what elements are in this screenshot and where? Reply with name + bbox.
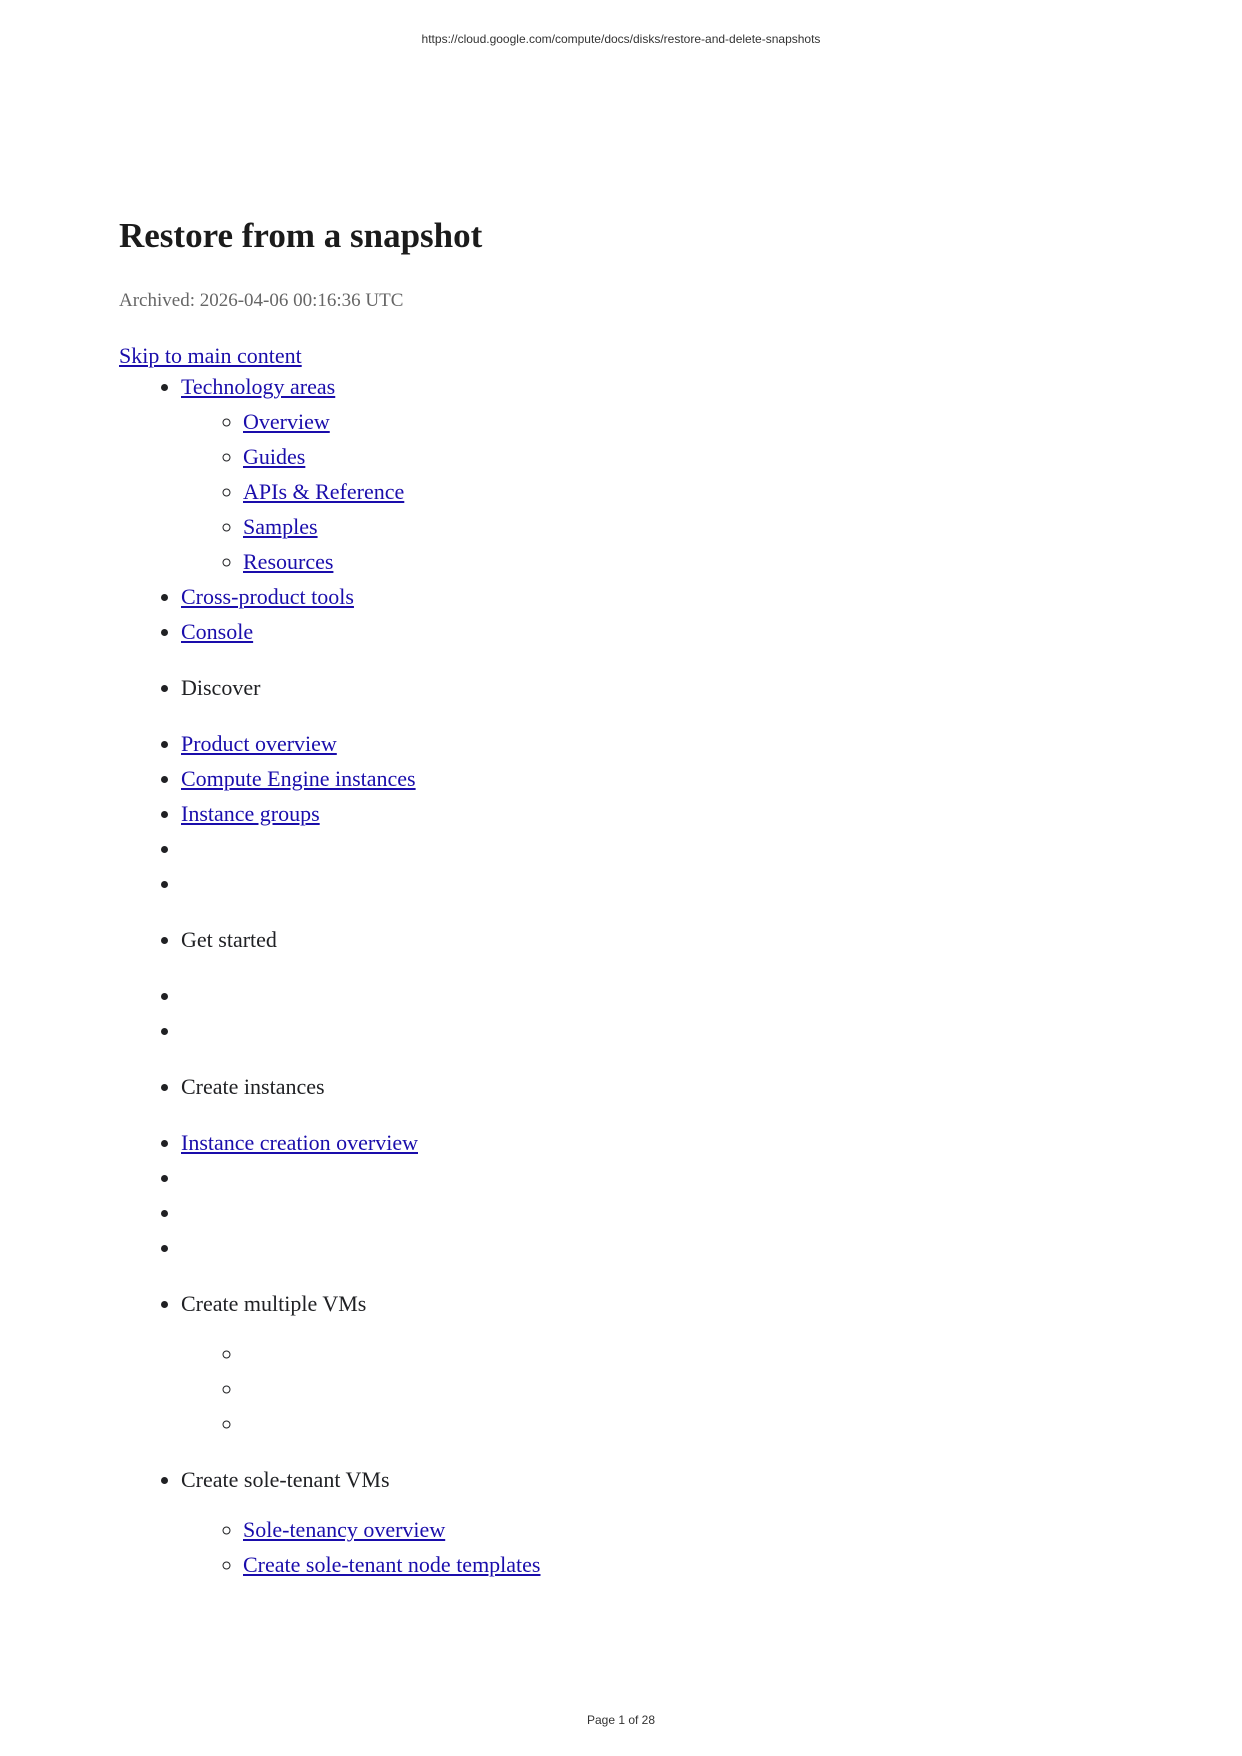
create-multiple-vms-sublist — [181, 1336, 1119, 1441]
create-instances-list — [119, 1125, 1119, 1265]
empty-list-item — [181, 1230, 1119, 1265]
empty-list-item — [243, 1371, 1119, 1406]
discover-heading: • Discover — [181, 670, 1119, 705]
list-item — [243, 509, 1119, 544]
discover-heading-list — [119, 670, 1119, 705]
list-item — [181, 1125, 1119, 1160]
list-item — [181, 579, 1119, 614]
empty-list-item — [181, 831, 1119, 866]
technology-areas-sublist — [181, 404, 1119, 579]
list-item — [243, 404, 1119, 439]
skip-link-container — [119, 343, 1119, 369]
create-multiple-vms-label: Create multiple VMs — [181, 1291, 367, 1316]
compute-engine-instances-link[interactable]: Compute Engine instances — [181, 766, 416, 791]
list-item — [243, 1512, 1119, 1547]
empty-list-item — [243, 1406, 1119, 1441]
list-item — [181, 614, 1119, 649]
create-sole-tenant-vms-list — [119, 1462, 1119, 1582]
empty-list-item — [181, 1160, 1119, 1195]
create-sole-tenant-vms-label: Create sole-tenant VMs — [181, 1467, 390, 1492]
document-body — [119, 214, 1119, 1582]
list-item — [181, 369, 1119, 579]
list-item — [243, 439, 1119, 474]
empty-list-item — [243, 1336, 1119, 1371]
top-nav-list — [119, 369, 1119, 649]
empty-list-item — [181, 866, 1119, 901]
instance-creation-overview-link[interactable]: Instance creation overview — [181, 1130, 418, 1155]
list-item — [243, 474, 1119, 509]
sole-tenancy-overview-link[interactable]: Sole-tenancy overview — [243, 1517, 446, 1542]
create-sole-tenant-node-templates-link[interactable]: Create sole-tenant node templates — [243, 1552, 541, 1577]
page-url: https://cloud.google.com/compute/docs/disks/restore-and-delete-snapshots — [421, 32, 821, 46]
cross-product-tools-link[interactable]: Cross-product tools — [181, 584, 354, 609]
get-started-heading-list — [119, 922, 1119, 957]
get-started-heading: • Get started — [181, 922, 1119, 957]
resources-link[interactable]: Resources — [243, 549, 334, 574]
create-multiple-vms-list — [119, 1286, 1119, 1441]
archived-timestamp: Archived: 2026-04-06 00:16:36 UTC — [119, 290, 404, 311]
empty-list-item — [181, 1013, 1119, 1048]
page-title: Restore from a snapshot — [119, 216, 483, 255]
page-number: Page 1 of 28 — [586, 1713, 656, 1727]
empty-list-item — [181, 1195, 1119, 1230]
discover-list — [119, 726, 1119, 901]
create-multiple-vms-heading — [181, 1286, 1119, 1441]
create-instances-heading: • Create instances — [181, 1069, 1119, 1104]
overview-link[interactable]: Overview — [243, 409, 330, 434]
create-instances-heading-list — [119, 1069, 1119, 1104]
product-overview-link[interactable]: Product overview — [181, 731, 337, 756]
list-item — [181, 726, 1119, 761]
empty-list-item — [181, 978, 1119, 1013]
console-link[interactable]: Console — [181, 619, 254, 644]
list-item — [181, 796, 1119, 831]
list-item — [243, 1547, 1119, 1582]
list-item — [181, 761, 1119, 796]
samples-link[interactable]: Samples — [243, 514, 318, 539]
guides-link[interactable]: Guides — [243, 444, 306, 469]
create-sole-tenant-vms-heading — [181, 1462, 1119, 1582]
list-item — [243, 544, 1119, 579]
technology-areas-link[interactable]: Technology areas — [181, 374, 336, 399]
get-started-list — [119, 978, 1119, 1048]
skip-to-main-content-link[interactable]: Skip to main content — [119, 343, 302, 368]
instance-groups-link[interactable]: Instance groups — [181, 801, 320, 826]
sole-tenant-sublist — [181, 1512, 1119, 1582]
apis-reference-link[interactable]: APIs & Reference — [243, 479, 405, 504]
